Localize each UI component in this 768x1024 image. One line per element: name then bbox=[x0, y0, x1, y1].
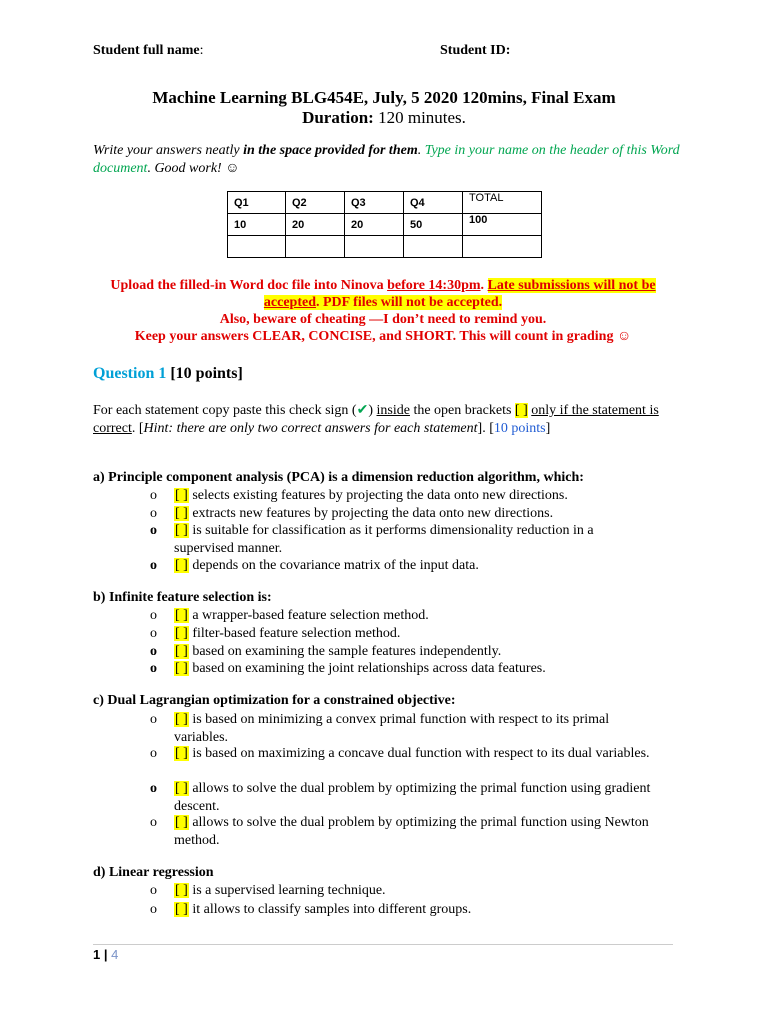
bullet-icon: o bbox=[150, 781, 157, 796]
checkbox-bracket[interactable]: [ ] bbox=[175, 644, 188, 659]
option-text: selects existing features by projecting the data onto new directions. bbox=[188, 488, 568, 503]
score-header-q4: Q4 bbox=[404, 192, 463, 214]
option-text: a wrapper-based feature selection method. bbox=[188, 608, 429, 623]
checkbox-bracket[interactable]: [ ] bbox=[175, 781, 188, 796]
bullet-icon: o bbox=[150, 902, 157, 917]
option-text: is based on maximizing a concave dual function with respect to its dual variables. bbox=[188, 746, 650, 761]
option-text: depends on the covariance matrix of the input data. bbox=[188, 558, 479, 573]
option-text: is suitable for classification as it performs dimensionality reduction in a supervised manner. bbox=[174, 523, 594, 556]
instr-part5: . Good work! ☺ bbox=[147, 161, 240, 176]
concise-notice: Keep your answers CLEAR, CONCISE, and SHORT. This will count in grading ☺ bbox=[134, 329, 632, 344]
option-text: allows to solve the dual problem by optimizing the primal function using Newton method. bbox=[174, 815, 649, 848]
duration-label: Duration: bbox=[302, 108, 374, 127]
upload-late-warning: Late submissions will not be accepted bbox=[263, 278, 656, 310]
cheating-notice: Also, beware of cheating —I don’t need to remind you. bbox=[219, 312, 547, 327]
stmt-hint: Hint: there are only two correct answers for each statement bbox=[143, 420, 478, 436]
score-table-points-row bbox=[228, 214, 542, 236]
score-cell-total[interactable] bbox=[463, 236, 542, 258]
bullet-icon: o bbox=[150, 506, 157, 521]
score-points-q2: 20 bbox=[286, 214, 345, 236]
score-cell-q1[interactable] bbox=[228, 236, 286, 258]
upload-p1: Upload the filled-in Word doc file into Ninova bbox=[110, 278, 388, 293]
exam-duration bbox=[0, 108, 768, 128]
bullet-icon: o bbox=[150, 558, 157, 573]
page-current: 1 bbox=[93, 947, 101, 962]
bullet-icon: o bbox=[150, 746, 157, 761]
upload-pdf-warning: PDF files will not be accepted. bbox=[322, 295, 503, 310]
check-icon: ✔ bbox=[356, 403, 369, 418]
instr-part2: in the space provided for them bbox=[243, 143, 418, 158]
option-text: based on examining the joint relationships across data features. bbox=[188, 661, 546, 676]
upload-notice bbox=[93, 277, 673, 311]
option-text: it allows to classify samples into different groups. bbox=[188, 902, 472, 917]
page-number bbox=[93, 947, 118, 962]
page-separator: | bbox=[100, 947, 112, 962]
stmt-p5: . [ bbox=[131, 420, 144, 436]
stmt-inside: inside bbox=[376, 403, 410, 418]
option-text: is a supervised learning technique. bbox=[188, 883, 386, 898]
checkbox-bracket[interactable]: [ ] bbox=[175, 506, 188, 521]
score-table bbox=[227, 191, 542, 258]
stmt-only-if: only if the statement is correct bbox=[93, 403, 659, 436]
checkbox-bracket[interactable]: [ ] bbox=[175, 608, 188, 623]
bullet-icon: o bbox=[150, 661, 157, 676]
checkbox-bracket[interactable]: [ ] bbox=[175, 746, 188, 761]
question1-heading bbox=[93, 365, 243, 383]
question1-points: [10 points] bbox=[166, 365, 243, 382]
student-name-colon: : bbox=[199, 43, 204, 58]
option-text: based on examining the sample features independently. bbox=[188, 644, 502, 659]
instr-part3: . bbox=[417, 143, 425, 158]
part-a-heading: a) Principle component analysis (PCA) is a dimension reduction algorithm, which: bbox=[93, 470, 584, 485]
score-cell-q4[interactable] bbox=[404, 236, 463, 258]
checkbox-bracket[interactable]: [ ] bbox=[175, 815, 188, 830]
option-text: allows to solve the dual problem by optimizing the primal function using gradient descent. bbox=[174, 781, 651, 814]
part-c-heading: c) Dual Lagrangian optimization for a constrained objective: bbox=[93, 693, 456, 708]
bullet-icon: o bbox=[150, 815, 157, 830]
score-table-header-row bbox=[228, 192, 542, 214]
part-b-heading: b) Infinite feature selection is: bbox=[93, 590, 272, 605]
student-id-label: Student ID: bbox=[440, 43, 511, 58]
score-points-total: 100 bbox=[463, 214, 542, 236]
instructions bbox=[93, 142, 683, 178]
checkbox-bracket[interactable]: [ ] bbox=[175, 626, 188, 641]
student-name-text: Student full name bbox=[93, 43, 200, 58]
stmt-p6: ]. [ bbox=[477, 420, 494, 436]
stmt-p7: ] bbox=[545, 420, 551, 436]
exam-title: Machine Learning BLG454E, July, 5 2020 120mins, Final Exam bbox=[152, 88, 616, 107]
duration-value: 120 minutes. bbox=[373, 108, 466, 127]
checkbox-bracket[interactable]: [ ] bbox=[175, 558, 188, 573]
checkbox-bracket[interactable]: [ ] bbox=[175, 712, 188, 727]
upload-deadline: before 14:30pm bbox=[387, 278, 481, 293]
question1-title: Question 1 bbox=[93, 365, 167, 382]
stmt-p3: the open brackets bbox=[409, 403, 515, 418]
checkbox-bracket[interactable]: [ ] bbox=[175, 523, 188, 538]
upload-p3: . bbox=[480, 278, 488, 293]
score-points-q4: 50 bbox=[404, 214, 463, 236]
score-points-q3: 20 bbox=[345, 214, 404, 236]
score-header-total: TOTAL bbox=[463, 192, 542, 214]
student-name-label bbox=[93, 43, 203, 59]
stmt-brackets: [ ] bbox=[514, 403, 528, 418]
option-text: extracts new features by projecting the data onto new directions. bbox=[188, 506, 554, 521]
part-d-heading: d) Linear regression bbox=[93, 865, 214, 880]
score-cell-q2[interactable] bbox=[286, 236, 345, 258]
score-header-q1: Q1 bbox=[228, 192, 286, 214]
footer-divider bbox=[93, 944, 673, 945]
option-text: is based on minimizing a convex primal function with respect to its primal variables. bbox=[174, 712, 610, 745]
checkbox-bracket[interactable]: [ ] bbox=[175, 488, 188, 503]
option-text: filter-based feature selection method. bbox=[188, 626, 401, 641]
stmt-points: 10 points bbox=[493, 420, 546, 436]
instr-part1: Write your answers neatly bbox=[93, 143, 244, 158]
checkbox-bracket[interactable]: [ ] bbox=[175, 883, 188, 898]
instr-part4: Type in your name on the header of this Word document bbox=[93, 143, 680, 176]
bullet-icon: o bbox=[150, 883, 157, 898]
score-cell-q3[interactable] bbox=[345, 236, 404, 258]
score-points-q1: 10 bbox=[228, 214, 286, 236]
question1-statement bbox=[93, 402, 668, 437]
score-table-blank-row bbox=[228, 236, 542, 258]
stmt-p2: ) bbox=[368, 403, 377, 418]
page-total: 4 bbox=[111, 947, 119, 962]
bullet-icon: o bbox=[150, 626, 157, 641]
stmt-p1: For each statement copy paste this check sign ( bbox=[93, 403, 357, 418]
bullet-icon: o bbox=[150, 644, 157, 659]
bullet-icon: o bbox=[150, 712, 157, 727]
score-header-q2: Q2 bbox=[286, 192, 345, 214]
upload-p5: . bbox=[315, 295, 323, 310]
checkbox-bracket[interactable]: [ ] bbox=[175, 902, 188, 917]
bullet-icon: o bbox=[150, 608, 157, 623]
score-header-q3: Q3 bbox=[345, 192, 404, 214]
bullet-icon: o bbox=[150, 488, 157, 503]
checkbox-bracket[interactable]: [ ] bbox=[175, 661, 188, 676]
bullet-icon: o bbox=[150, 523, 157, 538]
